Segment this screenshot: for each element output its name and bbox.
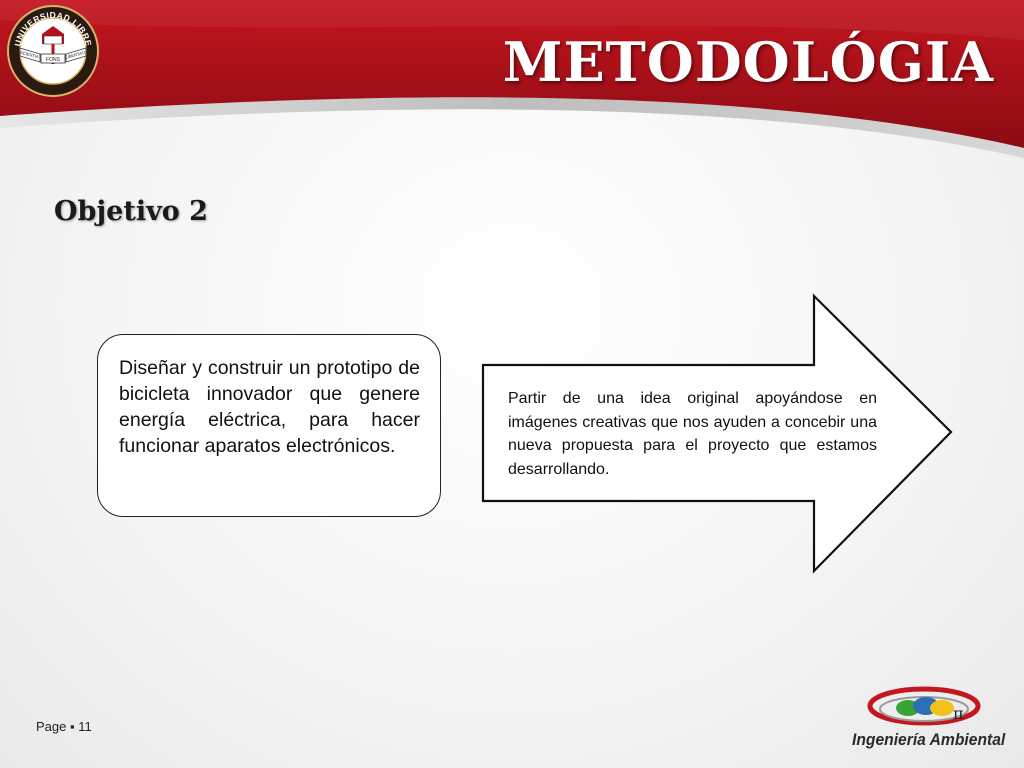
dept-name: Ingeniería Ambiental: [852, 730, 1006, 749]
objective-box: [97, 334, 441, 517]
seal-ring-top-text: UNIVERSIDAD LIBRE: [12, 10, 94, 48]
page-number: Page ▪ 11: [36, 719, 92, 734]
seal-ring-bottom-text: COLOMBIA: [35, 66, 71, 79]
dept-logo-emblem: [846, 684, 1006, 734]
section-subtitle: Objetivo 2: [54, 196, 208, 227]
objective-text: Diseñar y construir un prototipo de bicicleta innovador que genere energía eléctrica, para hacer funcionar aparatos electrónicos.: [119, 357, 420, 457]
seal-banner-right: LIBERTATIS: [64, 49, 89, 60]
slide-title: METODOLÓGIA: [502, 30, 994, 94]
seal-banner-center: FONS: [46, 57, 60, 63]
seal-banner-left: SCIENTIA: [19, 49, 40, 60]
arrow-text: Partir de una idea original apoyándose en imágenes creativas que nos ayuden a concebir una nueva propuesta para el proyecto que estamos desarrollando.: [508, 390, 877, 478]
university-seal-logo: [6, 4, 100, 98]
pi-symbol: π: [953, 704, 964, 723]
ingenieria-ambiental-logo: [846, 684, 1006, 760]
